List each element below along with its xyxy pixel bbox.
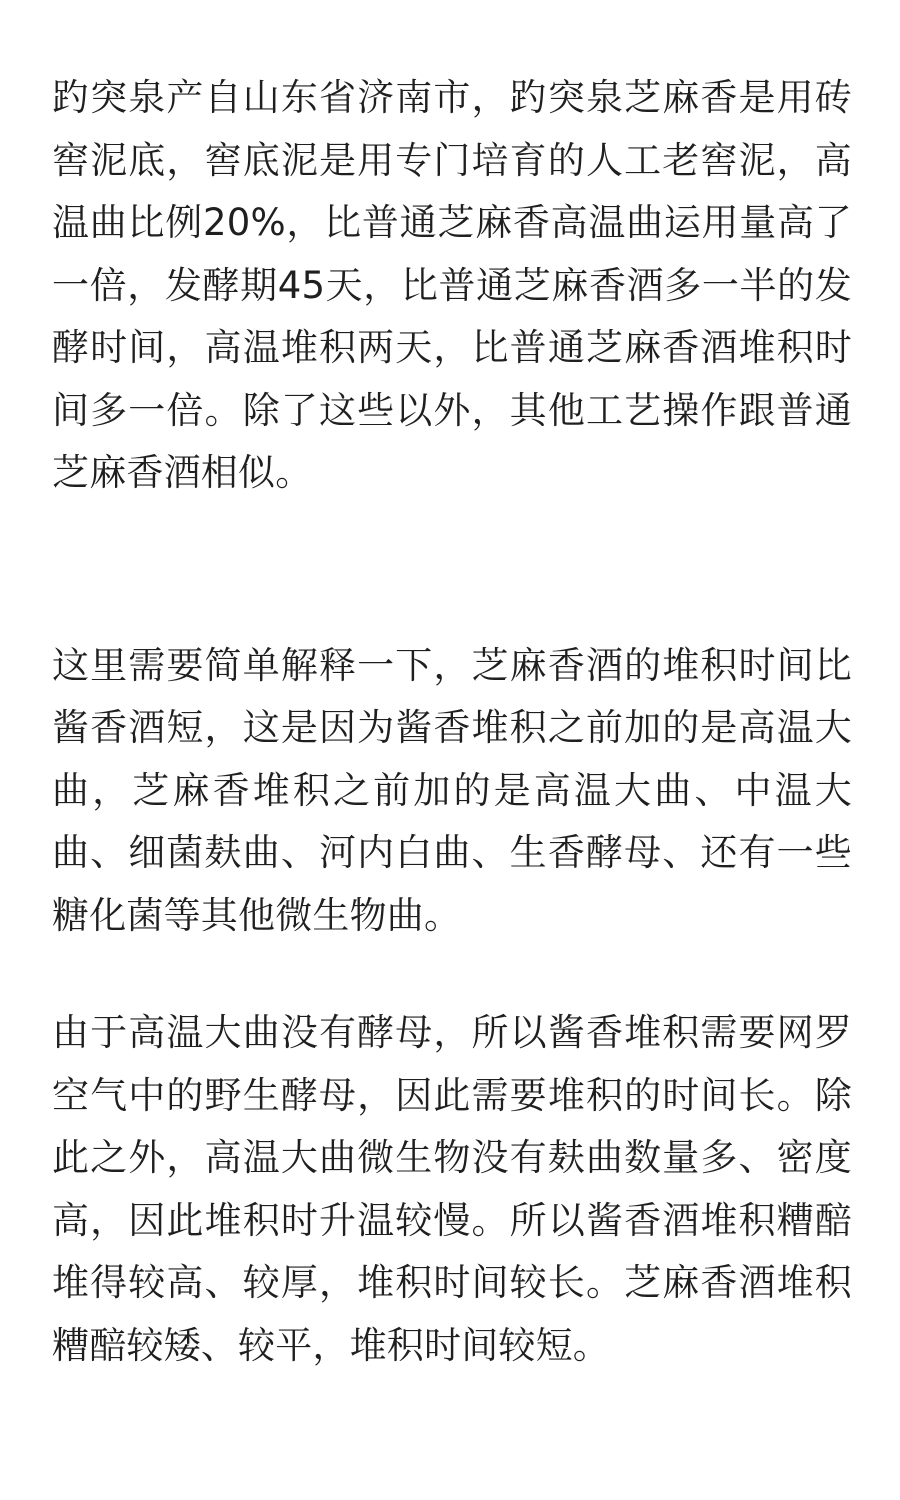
paragraph-2: 这里需要简单解释一下，芝麻香酒的堆积时间比酱香酒短，这是因为酱香堆积之前加的是高温大曲，芝麻香堆积之前加的是高温大曲、中温大曲、细菌麸曲、河内白曲、生香酵母、还有一些糖化菌等其他微生物曲。 <box>52 643 852 937</box>
article-body <box>52 67 852 1377</box>
paragraph-1: 趵突泉产自山东省济南市，趵突泉芝麻香是用砖窖泥底，窖底泥是用专门培育的人工老窖泥，高温曲比例20%，比普通芝麻香高温曲运用量高了一倍，发酵期45天，比普通芝麻香酒多一半的发酵时间，高温堆积两天，比普通芝麻香酒堆积时间多一倍。除了这些以外，其他工艺操作跟普通芝麻香酒相似。 <box>52 76 852 494</box>
paragraph-3: 由于高温大曲没有酵母，所以酱香堆积需要网罗空气中的野生酵母，因此需要堆积的时间长。除此之外，高温大曲微生物没有麸曲数量多、密度高，因此堆积时升温较慢。所以酱香酒堆积糟醅堆得较高、较厚，堆积时间较长。芝麻香酒堆积糟醅较矮、较平，堆积时间较短。 <box>52 1011 852 1367</box>
